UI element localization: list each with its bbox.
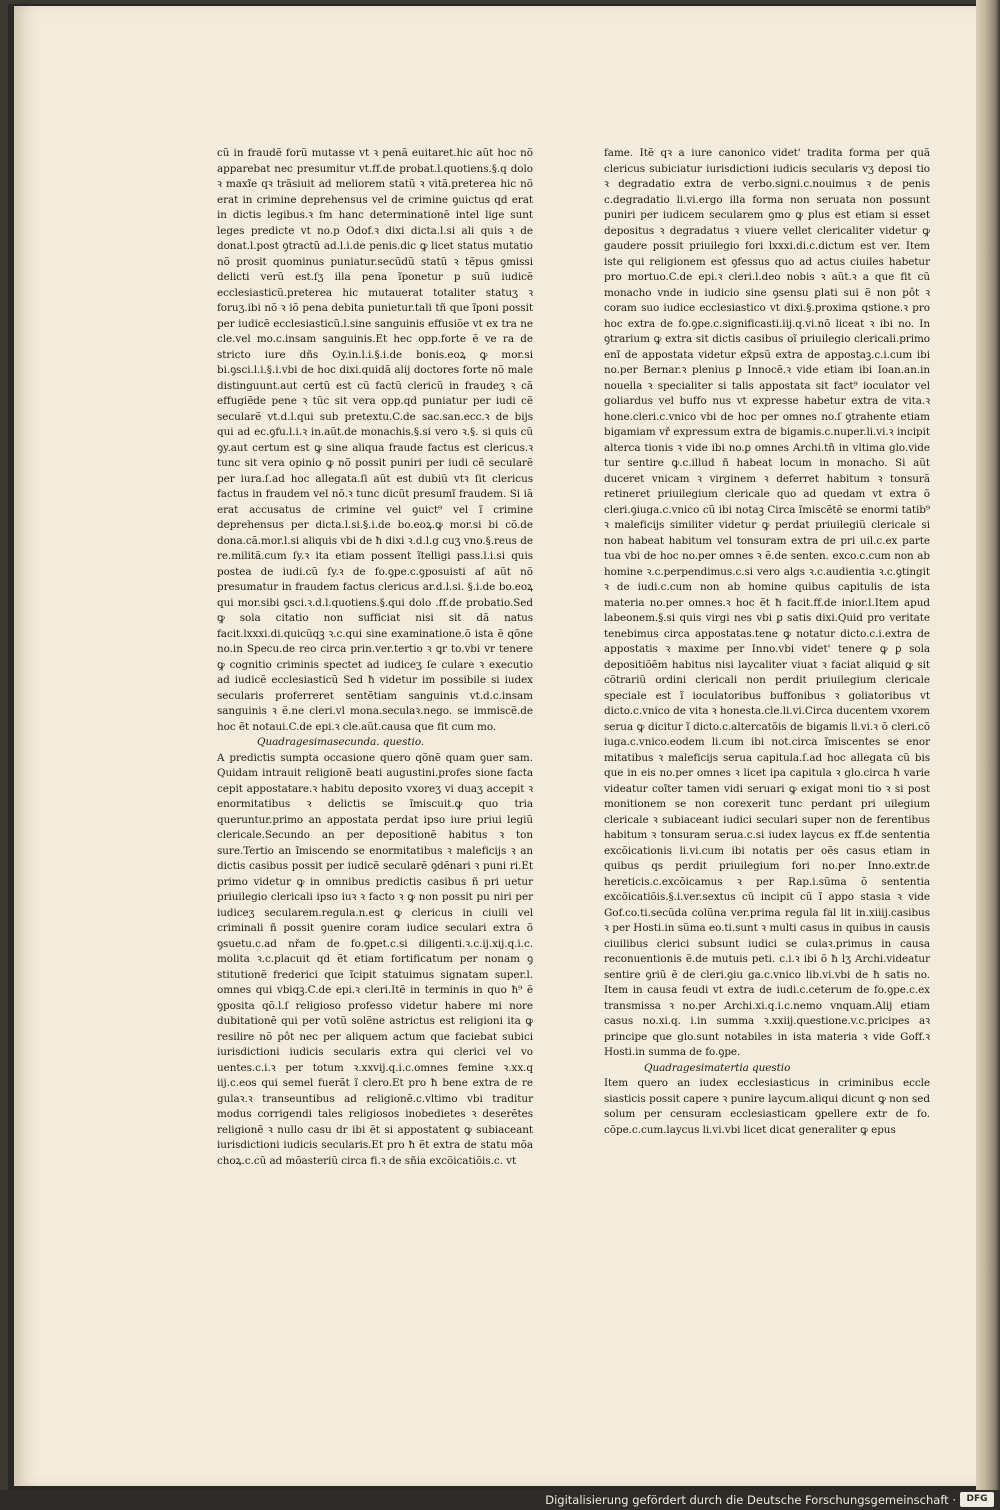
dfg-logo-icon: DFG <box>960 1492 994 1507</box>
book-page-edge <box>976 0 1000 1490</box>
paragraph: Item quero an iudex ecclesiasticus in criminibus eccle siasticis possit capere ꝛ punire laycum.aliqui dicunt ꝙ non sed solum per censuram ecclesiasticam ꝯpellere extr de fo. cõpe.c.cum.laycus li.vi.vbi licet dicat generaliter ꝙ epus <box>604 1077 930 1136</box>
paragraph: fame. Itẽ qꝛ a iure canonico videt' tradita forma per quã clericus subiciatur iurisdictioni iudicis secularis vʒ deposi tio ꝛ degradatio extra de verbo.signi.c.nouimus ꝛ de penis c.degradatio li.vi.ergo illa forma non seruata non possunt puniri per iudicem secularem ꝯmo ꝙ plus est etiam si esset depositus ꝛ degradatus ꝛ viuere vellet clericaliter videtur ꝙ gaudere possit priuilegio fori lxxxi.di.c.dictum est ver. Item iste qui religionem est ꝯfessus quo ad actus ciuiles habetur pro mortuo.C.de epi.ꝛ cleri.l.deo nobis ꝛ aũt.ꝛ a que fit cũ monacho vnde in iudicio sine ꝯsensu ꝑlati sui ẽ non pôt ꝛ coram suo iudice ecclesiastico vt dixi.§.proxima qstione.ꝛ pro hoc extra de fo.ꝯpe.c.significasti.iij.q.vi.nõ liceat ꝛ ibi no. In ꝯtrarium ꝙ extra sit dictis casibus oĩ priuilegio clericali.primo enĩ de appostata videtur ex̃psũ extra de appostaꝫ.c.i.cum ibi no.per Bernar.ꝛ plenius ꝑ Innocẽ.ꝛ vide etiam ibi Ioan.an.in nouella ꝛ specialiter si talis appostata sit fact⁹ ioculator vel goliardus vel buffo nus vt expresse habetur extra de vita.ꝛ hone.cleri.c.vnico vbi de hoc per omnes no.ſ ꝯtrahente etiam bigamiam vř expressum extra de bigamis.c.nuper.li.vi.ꝛ incipit alterca tionis ꝛ vide ibi no.ꝑ omnes Archi.tñ in vltima glo.vide tur sentire ꝙ.c.illud ñ habeat locum in monacho. Si aũt duceret vnicam ꝛ virginem ꝛ deferret habitum ꝛ tonsurã retineret priuilegium clericale quo ad quedam vt extra õ cleri.ꝯiuga.c.vnico cũ ibi notaꝫ Circa ĩmiscẽtẽ se enormi tatib⁹ ꝛ maleficijs similiter videtur ꝙ perdat priuilegiũ clericale si non habeat habitum vel tonsuram extra de pri uil.c.ex parte tua vbi de hoc no.per omnes ꝛ ẽ.de senten. exco.c.cum non ab homine ꝛ.c.perpendimus.c.si vero algs ꝛ.c.audientia ꝛ.c.ꝯtingit ꝛ de iudi.c.cum non ab homine quibus capitulis de ista materia no.per omnes.ꝛ hoc ẽt ħ facit.ff.de inior.l.Item apud labeonem.§.si quis virgi nes vbi ꝑ satis dixi.Quid pro veritate tenebimus circa appostatas.tene ꝙ notatur dicto.c.i.extra de appostatis ꝛ maxime per Inno.vbi videt' tenere ꝙ ꝑ sola depositiõẽm habitus nisi laycaliter viuat ꝛ faciat aliquid ꝙ sit cõtrariũ ordini clericali non perdit priuilegium clericale speciale est ĩ ioculatoribus buffonibus ꝛ goliatoribus vt dicto.c.vnico de vita ꝛ honesta.cle.li.vi.Circa ducentem vxorem serua ꝙ dicitur ĩ dicto.c.altercatõis de bigamis li.vi.ꝛ õ cleri.cõ iuga.c.vnico.eodem li.cum ibi not.circa ĩmiscentes se enor mitatibus ꝛ maleficijs serua capitula.ſ.ad hoc allegata cũ bis que in eis no.per omnes ꝛ licet ipa capitula ꝛ glo.circa ħ varie videatur coĩter tamen vidi seruari ꝙ exigat moni tio ꝛ si post monitionem se non corexerit tunc perdant pri uilegium clericale ꝛ subiaceant iudici seculari super non de ferentibus habitum ꝛ tonsuram serua.c.si iudex laycus ex ff.de sententia excõicationis li.vi.cum ibi notatis per oẽs casus etiam in quibus qs perdit priuilegium fori no.per Inno.extr.de hereticis.c.excõicamus ꝛ per Rap.i.sũma õ sententia excõicatiõis.§.i.ver.sextus cũ incipit cũ ĩ appo stasia ꝛ vide Gof.co.ti.secũda colũna ver.prima regula fal lit in.xiiij.casibus ꝛ per Hosti.in sũma eo.ti.sunt ꝛ multi casus in quibus in causis ciuilibus clerici subsunt iudici se culaꝛ.primus in causa reconuentionis ẽ.de mutuis peti. c.i.ꝛ ibi õ ħ lʒ Archi.videatur sentire ꝯriũ ẽ de cleri.ꝯiu ga.c.vnico lib.vi.vbi de ħ satis no. Item in causa feudi vt extra de iudi.c.ceterum de fo.ꝯpe.c.ex transmissa ꝛ no.per Archi.xi.q.i.c.nemo vnquam.Alij etiam casus no.xi.q. i.in summa ꝛ.xxiij.questione.v.c.pricipes aꝛ principe que glo.sunt notabiles in ista materia ꝛ vide Goff.ꝛ Hosti.in summa de fo.ꝯpe. <box>604 147 930 1058</box>
section-heading: Quadragesimasecunda. questio. <box>257 736 425 748</box>
paragraph: A predictis sumpta occasione quero qõnẽ quam ꝯuer sam. Quidam intrauit religionẽ beati augustini.profes sione facta cepit appostatare.ꝛ habitu deposito vxoreʒ vi duaʒ accepit ꝛ enormitatibus ꝛ delictis se ĩmiscuit.ꝙ quo tria queruntur.primo an appostata perdat ipso iure priui legiũ clericale.Secundo an per depositionẽ habitus ꝛ ton sure.Tertio an ĩmiscendo se enormitatibus ꝛ maleficijs ꝛ an dictis casibus possit per iudicẽ secularẽ ꝯdẽnari ꝛ puni ri.Et primo videtur ꝙ in omnibus predictis casibus ñ pri uetur priuilegio clericali ipso iuꝛ ꝛ facto ꝛ ꝙ non possit pu niri per iudiceʒ secularem.regula.n.est ꝙ clericus in ciuili vel criminali ñ possit ꝯuenire coram iudice seculari extra õ ꝯsuetu.c.ad nřam de fo.ꝯpet.c.si diligenti.ꝛ.c.ij.xij.q.i.c. molita ꝛ.c.placuit qd ẽt etiam fortificatum per nonam ꝯ stitutionẽ frederici que ĩcipit statuimus signatam super.l. omnes qui vbiqꝫ.C.de epi.ꝛ cleri.Itẽ in terminis in quo ħ⁹ ẽ ꝯposita qõ.l.ſ religioso professo videtur habere mi nore dubitationẽ qui per votũ solẽne astrictus est religioni ita ꝙ resilire nõ pôt nec per aliquem actum que faciebat subici iurisdictioni iudicis secularis extra qui clerici vel vo uentes.c.i.ꝛ per totum ꝛ.xxvij.q.i.c.omnes femine ꝛ.xx.q iij.c.eos qui semel fuerãt ĩ clero.Et pro ħ bene extra de re gulaꝛ.ꝛ transeuntibus ad religionẽ.c.vltimo vbi traditur modus corrigendi tales religiosos inobedietes ꝛ deserẽtes religionẽ ꝛ nullo casu dr ibi ẽt si appostatent ꝙ subiaceant iurisdictioni iudicis secularis.Et pro ħ ẽt extra de statu mõa choꝝ.c.cũ ad mõasteriũ circa fi.ꝛ de sñia excõicatiõis.c. vt <box>217 751 533 1167</box>
funding-credit: Digitalisierung gefördert durch die Deutsche Forschungsgemeinschaft · <box>545 1493 956 1507</box>
footer-bar <box>0 1490 1000 1510</box>
right-text-column <box>604 146 930 1138</box>
paragraph: cũ in fraudẽ forũ mutasse vt ꝛ penã euitaret.hic aũt hoc nõ apparebat nec presumitur vt.ff.de probat.l.quotiens.§.q dolo ꝛ maxĩe qꝛ trãsiuit ad meliorem statũ ꝛ vitã.preterea hic nõ erat in crimine deprehensus vel de crimine ꝯuictus qd erat in dictis legibus.ꝛ ſm hanc determinationẽ intel lige sunt leges predicte vt no.p Odof.ꝛ dixi dicta.l.si ali quis ꝛ de donat.l.post ꝯtractũ ad.l.i.de penis.dic ꝙ licet status mutatio nõ prosit quominus puniatur.secũdũ statũ ꝛ tẽpus ꝯmissi delicti verũ est.ſʒ illa pena ĩponetur p suũ iudicẽ ecclesiasticũ.preterea hic mutauerat totaliter statuʒ ꝛ foruʒ.ibi nõ ꝛ iõ pena debita punietur.tali tñ que ĩponi possit per iudicẽ ecclesiasticũ.l.sine sanguinis effusiõe vt ex tra ne cle.vel mo.c.insam sanguinis.Et hec opp.forte ẽ ve ra de stricto iure dñs Oy.in.l.i.§.i.de bonis.eoꝝ ꝙ mor.si bi.ꝯsci.l.i.§.i.vbi de hoc dixi.quidã alij doctores forte nõ male distinguunt.aut certũ est cũ factũ clericũ in fraudeʒ ꝛ cã effugiẽde pene ꝛ tũc sit vera opp.qd puniatur per iudi cẽ secularẽ vt.d.l.qui sub pretextu.C.de sac.san.ecc.ꝛ de bijs qui ad ec.ꝯfu.l.i.ꝛ in.aũt.de monachis.§.si vero ꝛ.§. si quis cũ ꝯy.aut certum est ꝙ sine aliqua fraude factus est clericus.ꝛ tunc sit vera opinio ꝙ nõ possit puniri per iudi cẽ secularẽ per iura.ſ.ad hoc allegata.ſi aũt est dubiũ vtꝛ ſit clericus factus in fraudem vel nõ.ꝛ tunc dicũt presumĩ fraudem. Si iã erat accusatus de crimine vel ꝯuict⁹ vel ĩ crimine deprehensus per dicta.l.si.§.i.de bo.eoꝝ.ꝙ mor.si bi cõ.de dona.cã.mor.l.si aliquis vbi de ħ dixi ꝛ.d.l.g cuʒ vno.§.reus de re.militã.cum ſy.ꝛ ita etiam possent ĩtelligi pass.l.i.si quis postea de iudi.cũ ſy.ꝛ de fo.ꝯpe.c.ꝯposuisti aſ aũt nõ presumatur in fraudem factus clericus ar.d.l.si. §.i.de bo.eoꝝ qui mor.sibi ꝯsci.ꝛ.d.l.quotiens.§.qui dolo .ff.de probatio.Sed ꝙ sola citatio non sufficiat nisi sit dã natus facit.lxxxi.di.quicũqꝫ ꝛ.c.qui sine examinatione.õ ista ẽ qõne no.in Specu.de reo circa prin.ver.tertio ꝛ ꝗr to.vbi vr tenere ꝙ cognitio criminis spectet ad iudiceʒ ſe culare ꝛ executio ad iudicẽ ecclesiasticũ Sed ħ videtur im possibile si iudex secularis proferreret sentẽtiam sanguinis vt.d.c.insam sanguinis ꝛ ẽ.ne cleri.vl mona.seculaꝛ.nego. se immiscẽ.de hoc ẽt notaui.C.de epi.ꝛ cle.aũt.causa que fit cum mo. <box>217 147 533 733</box>
left-text-column <box>217 146 533 1169</box>
section-heading: Quadragesimatertia questio <box>644 1061 791 1074</box>
